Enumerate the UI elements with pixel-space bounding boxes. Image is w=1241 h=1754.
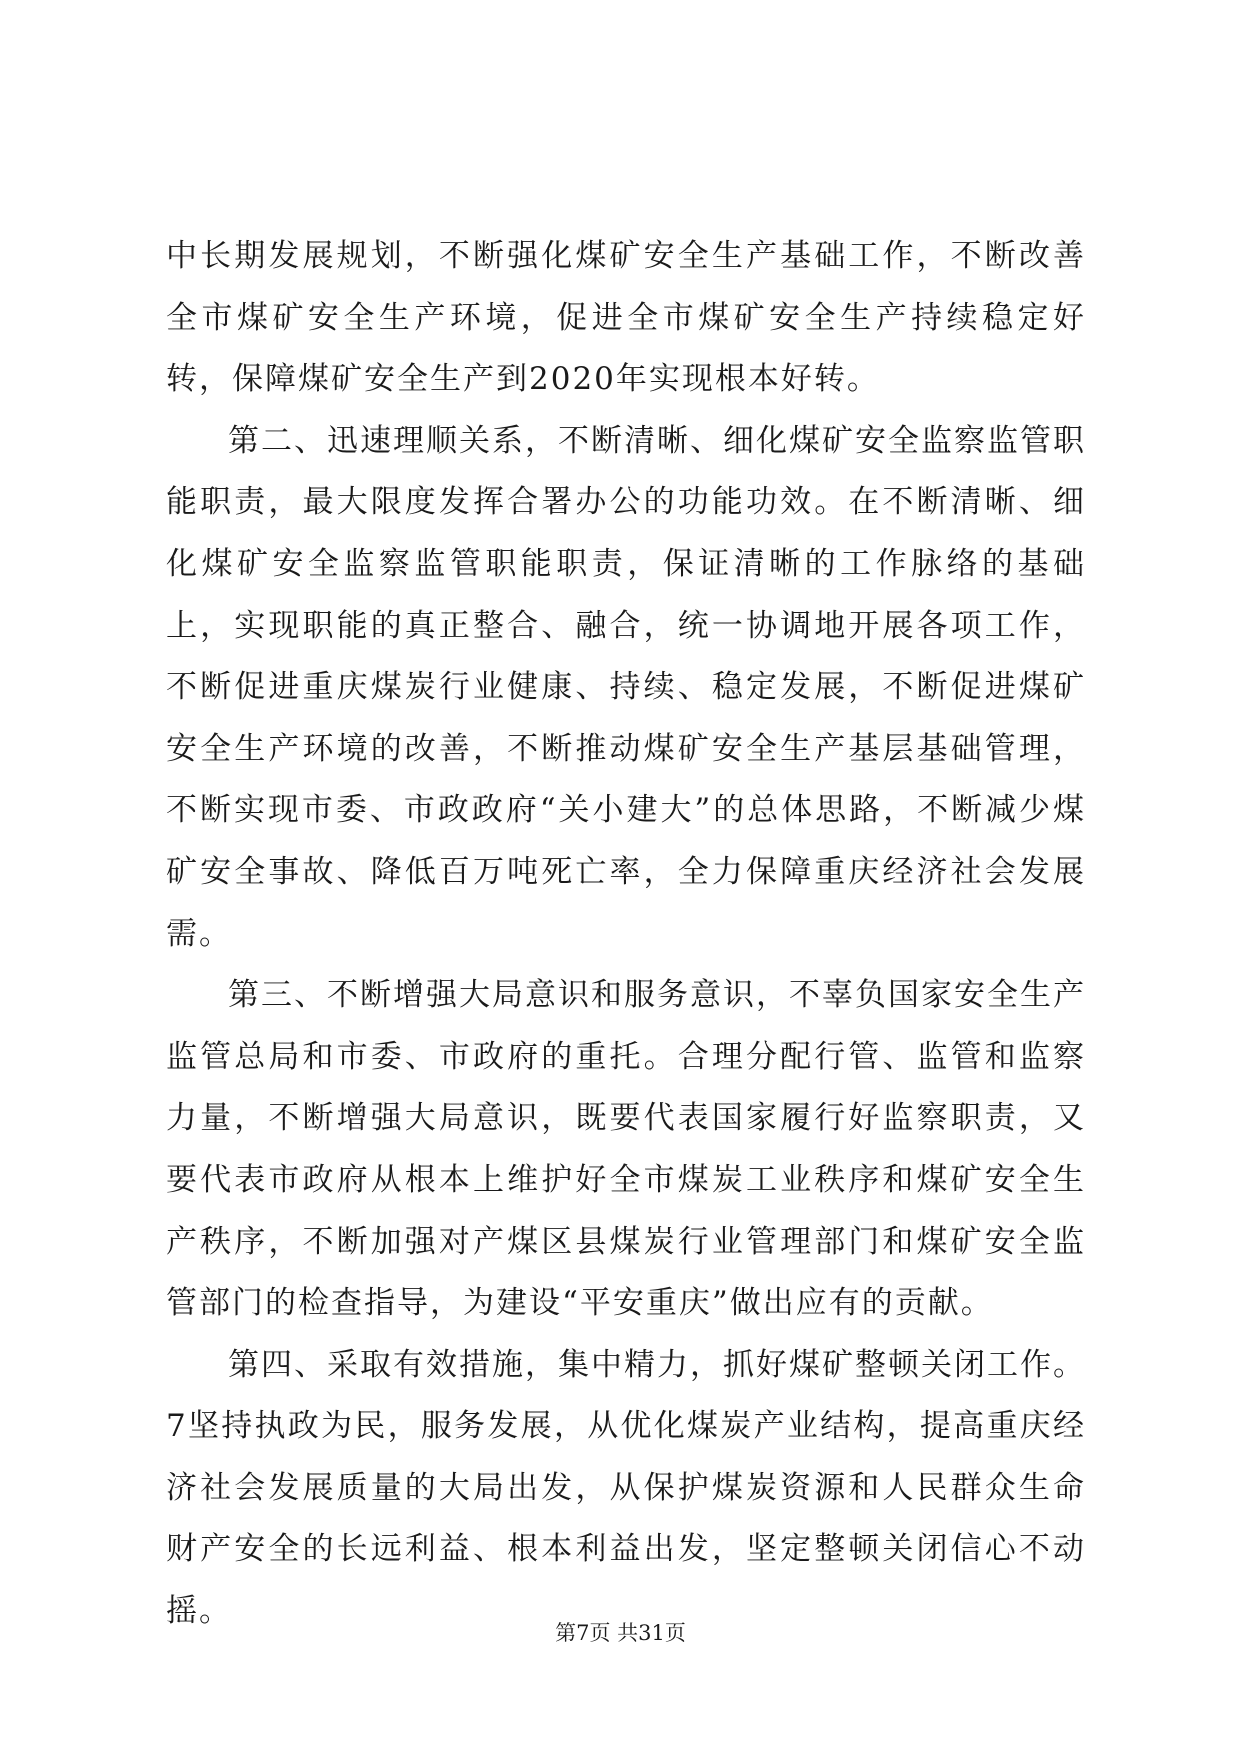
paragraph-2: 第二、迅速理顺关系，不断清晰、细化煤矿安全监察监管职能职责，最大限度发挥合署办公的功能功效。在不断清晰、细化煤矿安全监察监管职能职责，保证清晰的工作脉络的基础上，实现职能的真正整合、融合，统一协调地开展各项工作，不断促进重庆煤炭行业健康、持续、稳定发展，不断促进煤矿安全生产环境的改善，不断推动煤矿安全生产基层基础管理，不断实现市委、市政政府“关小建大”的总体思路，不断减少煤矿安全事故、降低百万吨死亡率，全力保障重庆经济社会发展需。 [166, 422, 1086, 952]
paragraph-3: 第三、不断增强大局意识和服务意识，不辜负国家安全生产监管总局和市委、市政府的重托。合理分配行管、监管和监察力量，不断增强大局意识，既要代表国家履行好监察职责，又要代表市政府从根本上维护好全市煤炭工业秩序和煤矿安全生产秩序，不断加强对产煤区县煤炭行业管理部门和煤矿安全监管部门的检查指导，为建设“平安重庆”做出应有的贡献。 [166, 977, 1086, 1322]
page-footer: 第7页 共31页 [555, 1621, 686, 1645]
paragraph-4: 第四、采取有效措施，集中精力，抓好煤矿整顿关闭工作。7坚持执政为民，服务发展，从优化煤炭产业结构，提高重庆经济社会发展质量的大局出发，从保护煤炭资源和人民群众生命财产安全的长远利益、根本利益出发，坚定整顿关闭信心不动摇。 [166, 1346, 1086, 1630]
document-body [166, 226, 1086, 1643]
paragraph-1: 中长期发展规划，不断强化煤矿安全生产基础工作，不断改善全市煤矿安全生产环境，促进全市煤矿安全生产持续稳定好转，保障煤矿安全生产到2020年实现根本好转。 [166, 238, 1086, 398]
